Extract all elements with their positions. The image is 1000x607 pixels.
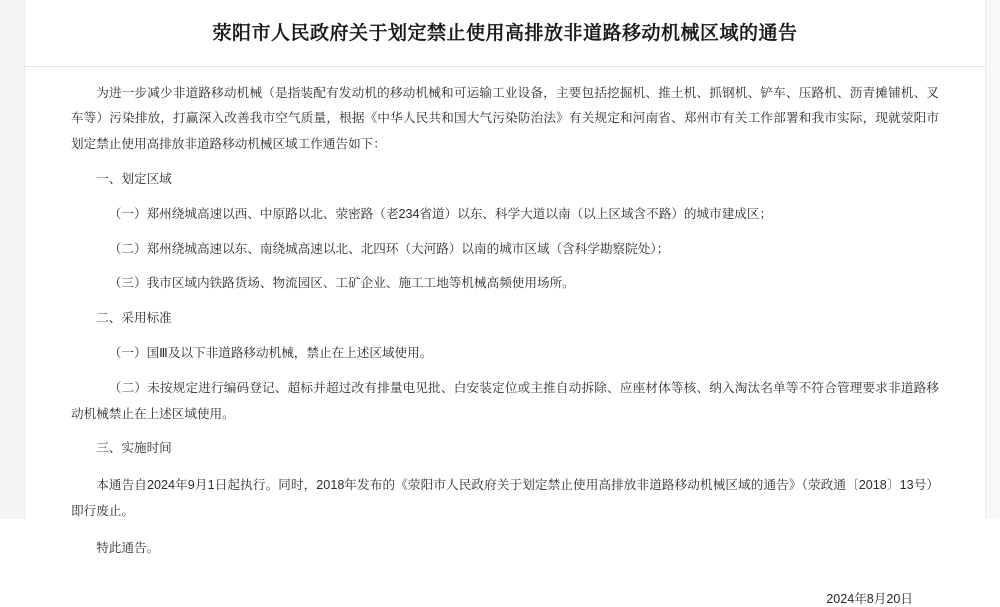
document-date: 2024年8月20日: [826, 591, 913, 606]
document-content: [25, 67, 985, 607]
section-heading-2: 二、采用标准: [96, 311, 172, 326]
section-heading-1: 一、划定区域: [96, 171, 172, 186]
section-1-item-1: （一）郑州绕城高速以西、中原路以北、荥密路（老234省道）以东、科学大道以南（以上区域含不路）的城市建成区；: [108, 206, 773, 221]
section-1-item-2: （二）郑州绕城高速以东、南绕城高速以北、北四环（大河路）以南的城市区域（含科学勘察院处）；: [108, 241, 670, 256]
section-heading-3: 三、实施时间: [96, 441, 172, 456]
closing-paragraph: 特此通告。: [96, 540, 160, 555]
left-margin-rail: [0, 0, 25, 519]
right-scroll-rail[interactable]: [985, 0, 1000, 519]
page-title: 荥阳市人民政府关于划定禁止使用高排放非道路移动机械区域的通告: [212, 23, 798, 44]
document-body: [25, 0, 985, 606]
section-2-item-1: （一）国Ⅲ及以下非道路移动机械，禁止在上述区域使用。: [108, 346, 433, 360]
opening-paragraph: 为进一步减少非道路移动机械（是指装配有发动机的移动机械和可运输工业设备，主要包括挖掘机、推土机、抓钢机、铲车、压路机、沥青摊铺机、叉车等）污染排放，打赢深入改善我市空气质量，根据《中华人民共和国大气污染防治法》有关规定和河南省、郑州市有关工作部署和我市实际，现就荥阳市划定禁止使用高排放非道路移动机械区域工作通告如下：: [71, 85, 939, 152]
implementation-paragraph: 本通告自2024年9月1日起执行。同时，2018年发布的《荥阳市人民政府关于划定禁止使用高排放非道路移动机械区域的通告》（荥政通〔2018〕13号）即行废止。: [71, 478, 939, 519]
section-2-item-2: （二）未按规定进行编码登记、超标并超过改有排量电见批、白安装定位或主推自动拆除、应座材体等核、纳入淘汰名单等不符合管理要求非道路移动机械禁止在上述区域使用。: [71, 380, 939, 421]
section-1-item-3: （三）我市区域内铁路货场、物流园区、工矿企业、施工工地等机械高频使用场所。: [108, 276, 575, 291]
